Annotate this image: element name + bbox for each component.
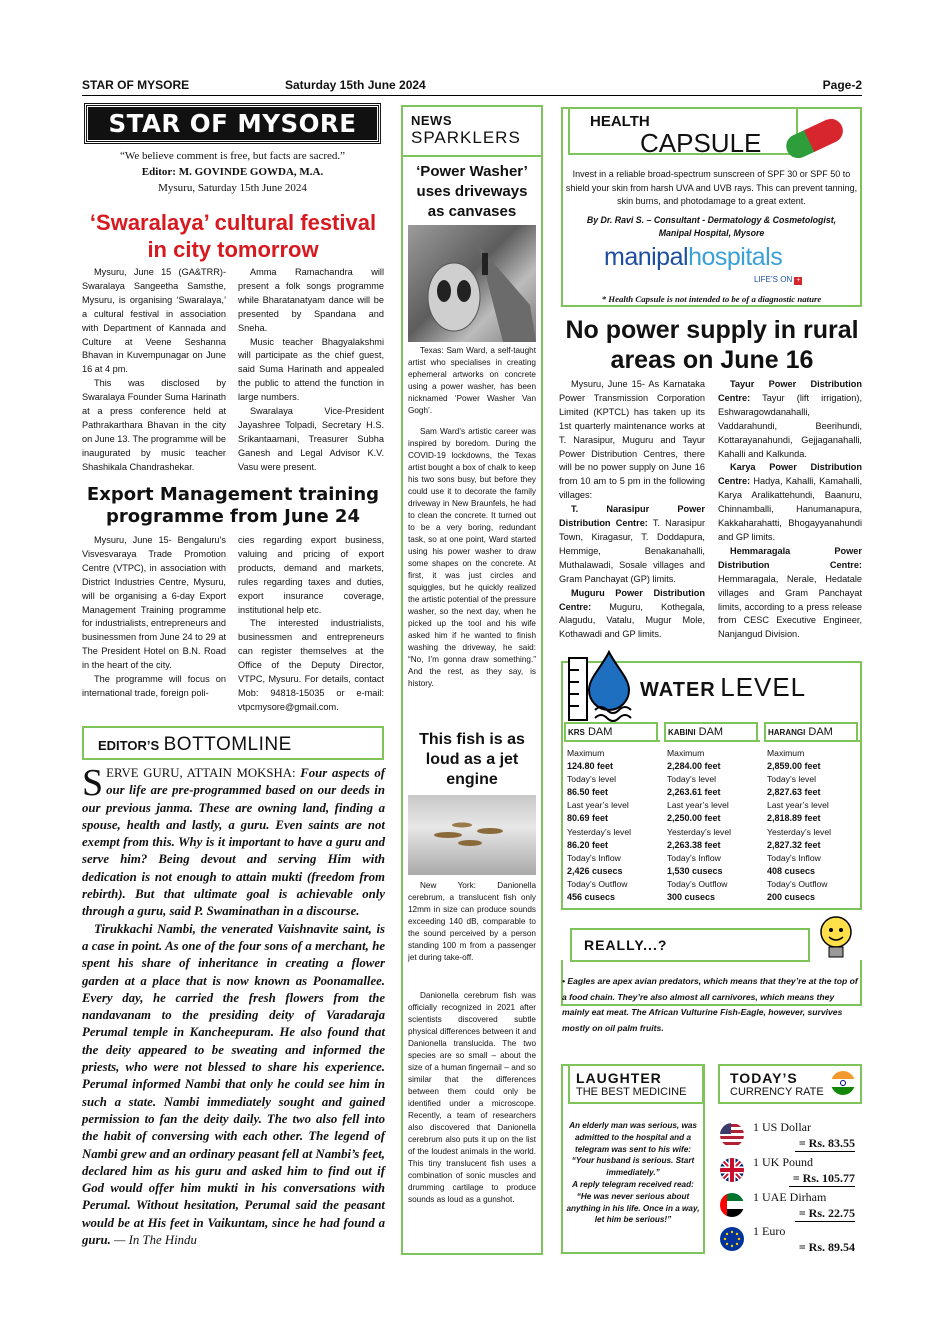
paragraph: This was disclosed by Swaralaya Founder Suma Harinath at a press conference held at Pathrakarthara Bhavan in the city on June 13. The programme will be inaugurated by music teacher Shashikala Chandrashekar. — [82, 378, 226, 472]
health-text: Invest in a reliable broad-spectrum sunscreen of SPF 30 or SPF 50 to shield your skin from harsh UVA and UVB rays. This can prevent tanning, skin burns, and photodamage to a great extent. — [565, 169, 858, 206]
stat-value: 2,827.63 feet — [767, 787, 821, 798]
fish-photo — [408, 795, 536, 875]
rate-value: = Rs. 22.75 — [795, 1206, 855, 1222]
stat-value: 2,263.38 feet — [667, 839, 721, 850]
rate-value: = Rs. 83.55 — [795, 1136, 855, 1152]
centre-villages: Hemmaragala, Nerale, Hedatale villages and Gram Panchayat limits, according to a press release from CESC Executive Engineer, Nanjangud Division. — [718, 573, 862, 640]
sparkler-1-body — [408, 426, 536, 690]
paragraph: Mysuru, June 15- As Karnataka Power Transmission Corporation Limited (KPTCL) has taken up its 1st quarterly maintenance works at T. Narasipur, Muguru and Tayur Power Distribution Centres, there will be no power supply on June 16 from 10 am to 5 pm in the following villages: — [559, 379, 705, 501]
power-headline: No power supply in rural areas on June 16 — [565, 316, 859, 374]
rate-unit: 1 UAE Dirham — [753, 1190, 827, 1204]
stat-label: Today’s level — [667, 774, 717, 785]
stat-value: 456 cusecs — [567, 892, 616, 903]
dam-name-tab — [664, 722, 758, 740]
power-washer-photo — [408, 225, 536, 342]
sparkler-2-caption — [408, 880, 536, 964]
stat-value: 2,426 cusecs — [567, 865, 623, 876]
bullet-icon: • — [562, 976, 566, 986]
paragraph: The programme will focus on international trade, foreign poli- — [82, 674, 226, 698]
health-label — [568, 107, 798, 158]
stat-label: Maximum — [767, 748, 805, 758]
paragraph — [559, 587, 705, 643]
power-col2 — [718, 378, 862, 642]
water-label-1: WATER — [640, 679, 716, 701]
page-date: Saturday 15th June 2024 — [285, 78, 426, 92]
swaralaya-headline: ‘Swaralaya’ cultural festival in city tomorrow — [89, 210, 377, 262]
dam-suffix: DAM — [808, 726, 833, 738]
stat-value: 2,827.32 feet — [767, 839, 821, 850]
rate-row — [719, 1224, 859, 1256]
dam-panel — [764, 722, 860, 908]
photo-art — [408, 225, 536, 342]
swaralaya-col1 — [82, 266, 226, 475]
uae-flag-icon — [719, 1192, 745, 1218]
water-gauge-icon — [565, 648, 640, 728]
logo-part-a: manipal — [604, 243, 689, 271]
stat-label: Last year’s level — [567, 800, 629, 811]
sparklers-label-1: NEWS — [411, 113, 452, 128]
sparkler-1-caption — [408, 345, 536, 417]
stat-value: 80.69 feet — [567, 813, 609, 824]
paragraph: Mysuru, June 15 (GA&TRR)- Swaralaya Sangeetha Samsthe, Mysuru, is organising ‘Swaralaya,’ a cultural festival in association with Department of Kannada and Culture at Veene Seshanna Bhavan in Kuvempunagar on June 16 at 4 pm. — [82, 267, 226, 375]
centre-villages: T. Narasipur Town, Kiragasur, T. Doddapura, Hemmige, Benakanahalli, Muthalawadi, Sosale villages and Gram Panchayat (GP) limits. — [559, 518, 706, 584]
stat-label: Yesterday’s level — [567, 826, 632, 837]
laughter-text — [566, 1120, 700, 1226]
health-label-2: CAPSULE — [640, 128, 762, 158]
masthead-dateline: Mysuru, Saturday 15th June 2024 — [158, 182, 307, 194]
masthead-editor: Editor: M. GOVINDE GOWDA, M.A. — [141, 166, 324, 178]
logo-tagline: LIFE’S ON — [754, 275, 793, 284]
stat-value: 2,263.61 feet — [667, 787, 721, 798]
plus-icon: + — [796, 277, 801, 284]
dam-panel — [664, 722, 760, 908]
rate-row — [719, 1120, 859, 1152]
paragraph — [718, 378, 862, 461]
rate-unit: 1 UK Pound — [753, 1155, 814, 1169]
really-label-box — [570, 928, 810, 962]
centre-heading: Karya Power Distribution Centre: — [718, 462, 862, 487]
dam-suffix: DAM — [587, 726, 613, 738]
caption: Texas: Sam Ward, a self-taught artist who specialises in creating ephemeral artworks on concrete using a power washer, has been nicknamed ‘Power Washer Van Gogh’. — [408, 346, 536, 415]
dam-panels — [564, 722, 860, 908]
masthead-info — [82, 148, 383, 196]
paragraph: Danionella cerebrum fish was officially recognized in 2021 after scientists discovered subtle physical differences between it and Danionella translucida. The two species are so small – about the size of a human fingernail – and so similar that the differences between them could only be identified under a microscope. Recently, a team of researchers also discovered that Danionella cerebrum also puts it up on the list of the loudest animals in the world. This tiny translucent fish uses a combination of sonic muscles and drumming cartilage to produce sounds as loud as a gunshot. — [408, 991, 536, 1204]
editorial-label-bold: EDITOR’S — [98, 738, 160, 753]
fish-art — [408, 795, 536, 875]
stat-label: Today’s Inflow — [667, 852, 721, 863]
editorial-para-1 — [82, 762, 385, 921]
dam-stats — [764, 740, 860, 904]
currency-label-1: TODAY’S — [730, 1070, 798, 1086]
rate-value: = Rs. 105.77 — [789, 1171, 855, 1187]
stat-label: Today’s Inflow — [767, 852, 821, 863]
india-flag-icon — [830, 1070, 856, 1096]
power-col1 — [559, 378, 705, 642]
paragraph: Swaralaya Vice-President Jayashree Tolpadi, Secretary H.S. Srikantaamani, Treasurer Subha Ganesh and Legal Advisor K.V. Vasu were present. — [238, 406, 384, 472]
centre-heading: Muguru Power Distribution Centre: — [559, 587, 705, 612]
masthead-banner — [85, 104, 380, 143]
dam-panel — [564, 722, 660, 908]
eu-flag-icon — [719, 1226, 745, 1252]
dam-stats — [664, 740, 760, 904]
really-text — [562, 974, 860, 1036]
usa-flag-icon — [719, 1122, 745, 1148]
stat-label: Yesterday’s level — [767, 826, 832, 837]
editorial-label-box — [82, 726, 384, 760]
really-label: REALLY...? — [584, 937, 668, 953]
stat-value: 1,530 cusecs — [667, 865, 723, 876]
stat-label: Today’s Outflow — [567, 878, 628, 889]
paragraph — [559, 503, 705, 586]
sparkler-2-headline: This fish is as loud as a jet engine — [419, 731, 525, 788]
stat-label: Last year’s level — [667, 800, 729, 811]
paragraph — [718, 545, 862, 642]
manipal-tagline — [754, 275, 802, 285]
masthead-title: STAR OF MYSORE — [108, 109, 357, 138]
stat-value: 300 cusecs — [667, 892, 716, 903]
laughter-label-box — [568, 1064, 704, 1104]
sparkler-1-headline: ‘Power Washer’ uses driveways as canvases — [416, 163, 528, 220]
sparklers-label-2: SPARKLERS — [411, 128, 521, 147]
rate-row — [719, 1190, 859, 1222]
really-fact: Eagles are apex avian predators, which means that they’re at the top of a food chain. They’re also almost all carnivores, which means they mainly eat meat. The African Vulturine Fish-Eagle, however, survives mostly on oil palm fruits. — [562, 976, 858, 1033]
stat-value: 2,250.00 feet — [667, 813, 721, 824]
export-col1 — [82, 534, 226, 701]
stat-label: Today’s Outflow — [767, 878, 828, 889]
dam-name: KABINI — [668, 728, 696, 737]
centre-heading: T. Narasipur Power Distribution Centre: — [559, 504, 705, 529]
water-label-2: LEVEL — [720, 672, 807, 702]
paragraph: Amma Ramachandra will present a folk songs programme while Bharatanatyam dance will be presented by Spandana and Sneha. — [238, 267, 384, 333]
centre-heading: Tayur Power Distribution Centre: — [718, 379, 862, 403]
paragraph: Sam Ward’s artistic career was inspired by boredom. During the COVID-19 lockdowns, the Texas artist bought a box of chalk to keep his two sons busy, but before they could use it to decorate the family driveway in New Braunfels, he had to clean the concrete. It turned out to be a very boring, redundant task, so at one point, Ward started using his power washer to draw some shapes on the concrete. At first, it was just circles and squiggles, but he quickly realized the artistic potential of the pressure washer, so the next day, when he picked up the tool and his wife asked him if he wanted to finish washing the driveway, he said: “No, I’m gonna draw something.” And the rest, as they say, is history. — [408, 427, 536, 688]
editorial-label-light: BOTTOMLINE — [163, 734, 292, 755]
editorial-text-2: Tirukkachi Nambi, the venerated Vaishnavite saint, is a case in point. As one of the four sons of a merchant, he spent his share of inheritance in creating a flower garden at a place that is now known as Poonamallee. Every day, he carried the fresh flowers from the nandavanam to the presiding deity of Varadaraja Perumal temple in Kancheepuram. He also found that the deity appeared to be sweating and informed the priests, who were not blessed to share his experience. Perumal informed Nambi that only he could see him in such a state. Nambi immediately sought and gained permission to fan the deity daily. The two also fell into the habit of conversing with each other. The legend of Nambi grew and an ordinary peasant fell at Nambi’s feet, declared him as his guru and asked him to find out if God would offer him mukti in his conversations with Perumal. Without hesitation, Perumal said the peasant would be at His feet in Vaikuntam, since he had found a guru. — [82, 921, 385, 1248]
paper-name: STAR OF MYSORE — [82, 78, 190, 92]
editorial-para-2 — [82, 921, 385, 1250]
stat-label: Today’s Inflow — [567, 852, 621, 863]
swaralaya-col2 — [238, 266, 384, 475]
laughter-label-2: THE BEST MEDICINE — [576, 1086, 687, 1098]
dam-suffix: DAM — [698, 726, 724, 738]
rate-unit: 1 US Dollar — [753, 1120, 811, 1134]
dam-stats — [564, 740, 660, 904]
paragraph: cies regarding export business, valuing and pricing of export products, demand and markets, rules regarding taxes and duties, export insurance coverage, institutional help etc. — [238, 535, 384, 615]
page-header — [82, 78, 862, 94]
header-rule — [82, 95, 862, 96]
centre-villages: Muguru, Kothegala, Alagudu, Vatalu, Mugur Mole, Kothawadi and GP limits. — [559, 601, 705, 640]
export-col2 — [238, 534, 384, 715]
laughter-label-1: LAUGHTER — [576, 1070, 662, 1086]
paragraph: The interested industrialists, businessmen and entrepreneurs can register themselves at the Office of the Deputy Director, VTPC, Mysuru. For details, contact Mob: 94818-15035 or e-mail: vtpcmysore@gmail.com. — [238, 618, 384, 712]
editorial-lead: ERVE GURU, ATTAIN MOKSHA: — [106, 766, 296, 780]
dam-name-tab — [764, 722, 858, 740]
byline-line-1: By Dr. Ravi S. – Consultant - Dermatology & Cosmetologist, — [586, 215, 837, 225]
stat-value: 86.50 feet — [567, 787, 609, 798]
export-headline: Export Management training programme from June 24 — [86, 484, 380, 527]
stat-label: Maximum — [667, 748, 705, 758]
health-note: * Health Capsule is not intended to be of a diagnostic nature — [601, 294, 822, 304]
joke-punchline: A reply telegram received read: “He was never serious about anything in his life. Once in a way, let him be serious!” — [566, 1179, 700, 1225]
health-label-1: HEALTH — [590, 113, 650, 130]
centre-heading: Hemmaragala Power Distribution Centre: — [718, 545, 862, 570]
stat-value: 200 cusecs — [767, 892, 816, 903]
caption: New York: Danionella cerebrum, a translucent fish only 12mm in size can produce sounds exceeding 140 dB, comparable to the sound perceived by a person standing 100 m from a passenger jet during take-off. — [408, 881, 536, 962]
capsule-icon — [778, 110, 862, 162]
currency-label-2: CURRENCY RATE — [730, 1086, 824, 1098]
rate-unit: 1 Euro — [753, 1224, 786, 1238]
stat-value: 2,859.00 feet — [767, 761, 821, 772]
dam-name: HARANGI — [768, 728, 806, 737]
stat-label: Yesterday’s level — [667, 826, 732, 837]
currency-rates — [719, 1120, 861, 1258]
paragraph — [718, 461, 862, 544]
dam-name: KRS — [568, 728, 585, 737]
joke-setup: An elderly man was serious, was admitted to the hospital and a telegram was sent to his wife: “Your husband is serious. Start immediately.” — [569, 1121, 697, 1178]
paragraph: Mysuru, June 15- Bengaluru’s Visvesvaraya Trade Promotion Centre (VTPC), in association with District Industries Centre, Mysuru, will be organising a 6-day Export Management Training programme for industrialists, entrepreneurs and businessmen from June 24 to 29 at The President Hotel on B.N. Road in the heart of the city. — [82, 535, 227, 671]
stat-value: 124.80 feet — [567, 761, 614, 772]
centre-villages: Tayur (lift irrigation), Eshwaragowdanahalli, Vaddarahundi, Beerihundi, Kottarayanahundi, Gejjaganahalli, Kahalli and Kalkunda. — [718, 392, 862, 459]
dropcap: S — [82, 762, 104, 804]
stat-value: 86.20 feet — [567, 839, 609, 850]
sparklers-label-box — [401, 105, 543, 157]
byline-line-2: Manipal Hospital, Mysore — [658, 228, 765, 238]
stat-value: 2,284.00 feet — [667, 761, 721, 772]
rate-row — [719, 1155, 859, 1187]
stat-value: 2,818.89 feet — [767, 813, 821, 824]
logo-part-b: hospitals — [688, 243, 783, 271]
sparkler-2-body — [408, 990, 536, 1206]
stat-label: Last year’s level — [767, 800, 829, 811]
uk-flag-icon — [719, 1157, 745, 1183]
editorial-source: — In The Hindu — [114, 1233, 197, 1248]
stat-label: Today’s Outflow — [667, 878, 728, 889]
masthead-motto: “We believe comment is free, but facts are sacred.” — [119, 150, 346, 162]
centre-villages: Hadya, Kahalli, Kamahalli, Karya Aralikattehundi, Baanuru, Chinnamballi, Hanumanapura, Kakkaharahatti, Bhogayyanahundi and GP limits. — [718, 476, 862, 542]
stat-label: Maximum — [567, 748, 605, 758]
dam-name-tab — [564, 722, 658, 740]
rate-value: = Rs. 89.54 — [798, 1240, 855, 1254]
manipal-logo — [604, 243, 782, 272]
stat-label: Today’s level — [767, 774, 817, 785]
editorial-body — [82, 762, 385, 1249]
editorial-text-1: Four aspects of our life are pre-programmed based on our deeds in our previous janma. These are owning land, finding a spouse, health and lastly, a guru. Even saints are not exempt from this. Why is it important to have a guru and serve him? Being devout and serving Him with dedication is not enough to attain mukti (freedom from rebirth). But that ultimate goal is achievable only through a guru, said P. Swaminathan in a discourse. — [82, 766, 385, 919]
stat-value: 408 cusecs — [767, 865, 816, 876]
health-byline — [561, 214, 862, 240]
stat-label: Today’s level — [567, 774, 617, 785]
paragraph: Music teacher Bhagyalakshmi will participate as the chief guest, said Suma Harinath and appealed the public to attend the function in large numbers. — [238, 336, 384, 403]
page-number: Page-2 — [822, 78, 862, 92]
water-label — [640, 672, 806, 703]
